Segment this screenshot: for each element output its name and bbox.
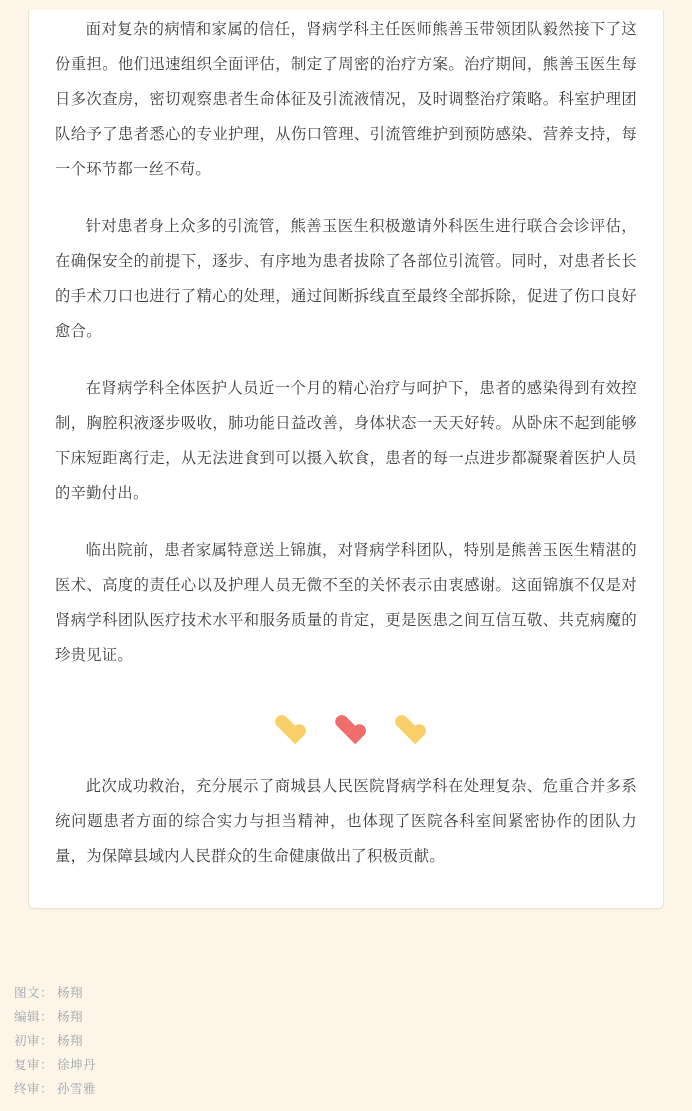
article-paragraph: 此次成功救治，充分展示了商城县人民医院肾病学科在处理复杂、危重合并多系统问题患者方面的综合实力与担当精神，也体现了医院各科室间紧密协作的团队力量，为保障县域内人民群众的生命健康做出了积极贡献。 [55, 778, 637, 865]
credit-row-chushen [14, 1029, 692, 1053]
credit-label: 编辑： [14, 1010, 53, 1024]
article-paragraph: 面对复杂的病情和家属的信任，肾病学科主任医师熊善玉带领团队毅然接下了这份重担。他们迅速组织全面评估，制定了周密的治疗方案。治疗期间，熊善玉医生每日多次查房，密切观察患者生命体征及引流液情况，及时调整治疗策略。科室护理团队给予了患者悉心的专业护理，从伤口管理、引流管维护到预防感染、营养支持，每一个环节都一丝不苟。 [55, 21, 637, 178]
heart-yellow-icon [274, 716, 298, 738]
credit-label: 图文： [14, 986, 53, 1000]
credit-row-bianji [14, 1005, 692, 1029]
article-paragraph: 在肾病学科全体医护人员近一个月的精心治疗与呵护下，患者的感染得到有效控制，胸腔积液逐步吸收，肺功能日益改善，身体状态一天天好转。从卧床不起到能够下床短距离行走，从无法进食到可以摄入软食，患者的每一点进步都凝聚着医护人员的辛勤付出。 [55, 380, 637, 502]
credit-row-fushen [14, 1053, 692, 1077]
credit-label: 复审： [14, 1058, 53, 1072]
article-card [28, 10, 664, 909]
credit-value: 杨翔 [56, 986, 83, 1000]
article-frame [18, 0, 674, 921]
bottom-spacer [0, 1101, 692, 1111]
article-paragraph: 临出院前，患者家属特意送上锦旗，对肾病学科团队，特别是熊善玉医生精湛的医术、高度的责任心以及护理人员无微不至的关怀表示由衷感谢。这面锦旗不仅是对肾病学科团队医疗技术水平和服务质量的肯定，更是医患之间互信互敬、共克病魔的珍贵见证。 [55, 542, 637, 664]
credit-row-zhongshen [14, 1077, 692, 1101]
credit-value: 杨翔 [56, 1034, 83, 1048]
credit-label: 终审： [14, 1082, 53, 1096]
article-paragraph: 针对患者身上众多的引流管，熊善玉医生积极邀请外科医生进行联合会诊评估，在确保安全的前提下，逐步、有序地为患者拔除了各部位引流管。同时，对患者长长的手术刀口也进行了精心的处理，通过间断拆线直至最终全部拆除，促进了伤口良好愈合。 [55, 218, 637, 340]
credits-block [0, 921, 692, 1101]
credit-row-tuwen [14, 981, 692, 1005]
credit-value: 徐坤丹 [56, 1058, 96, 1072]
heart-red-icon [334, 716, 358, 738]
credit-label: 初审： [14, 1034, 53, 1048]
heart-decoration [55, 695, 637, 769]
heart-yellow-icon [394, 716, 418, 738]
credit-value: 孙雪雅 [56, 1082, 96, 1096]
credit-value: 杨翔 [56, 1010, 83, 1024]
